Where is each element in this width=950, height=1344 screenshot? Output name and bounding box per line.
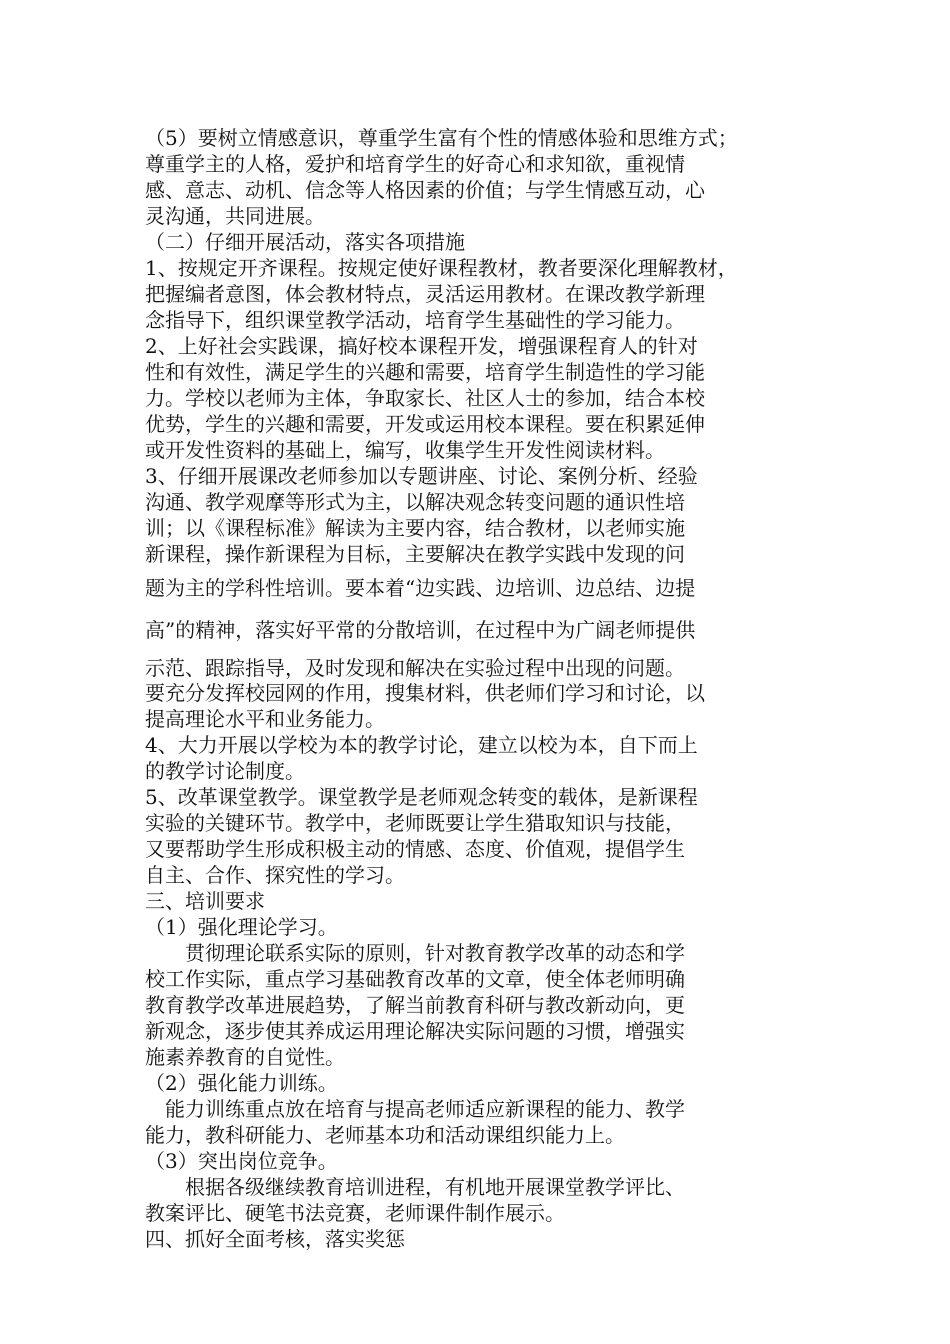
text-line: 沟通、教学观摩等形式为主，以解决观念转变问题的通识性培 <box>145 490 685 514</box>
text-line: 能力，教科研能力、老师基本功和活动课组织能力上。 <box>145 1123 625 1147</box>
text-line: 题为主的学科性培训。要本着“边实践、边培训、边总结、边提 <box>145 576 696 600</box>
section-heading: 三、培训要求 <box>145 889 265 913</box>
text-line: 实验的关键环节。教学中，老师既要让学生猎取知识与技能， <box>145 811 685 835</box>
text-line: 又要帮助学生形成积极主动的情感、态度、价值观，提倡学生 <box>145 837 685 861</box>
text-line: 灵沟通，共同进展。 <box>145 204 325 228</box>
text-line: 3、仔细开展课改老师参加以专题讲座、讨论、案例分析、经验 <box>145 464 698 488</box>
text-line: 能力训练重点放在培育与提高老师适应新课程的能力、教学 <box>145 1097 685 1121</box>
text-line: 或开发性资料的基础上，编写，收集学生开发性阅读材料。 <box>145 438 665 462</box>
section-heading: 四、抓好全面考核，落实奖惩 <box>145 1227 405 1251</box>
text-line: 把握编者意图，体会教材特点，灵活运用教材。在课改教学新理 <box>145 282 705 306</box>
subsection-heading: （3）突出岗位竞争。 <box>145 1149 338 1173</box>
text-line: 力。学校以老师为主体，争取家长、社区人士的参加，结合本校 <box>145 386 705 410</box>
text-line: 感、意志、动机、信念等人格因素的价值；与学生情感互动，心 <box>145 178 705 202</box>
text-line: 教育教学改革进展趋势，了解当前教育科研与教改新动向，更 <box>145 993 685 1017</box>
text-line: 自主、合作、探究性的学习。 <box>145 863 405 887</box>
text-line: 校工作实际，重点学习基础教育改革的文章，使全体老师明确 <box>145 967 685 991</box>
subsection-heading: （2）强化能力训练。 <box>145 1071 338 1095</box>
text-line: 2、上好社会实践课，搞好校本课程开发，增强课程育人的针对 <box>145 334 698 358</box>
text-line: 新课程，操作新课程为目标，主要解决在教学实践中发现的问 <box>145 542 685 566</box>
section-heading: （二）仔细开展活动，落实各项措施 <box>145 230 465 254</box>
text-line: 性和有效性，满足学生的兴趣和需要，培育学生制造性的学习能 <box>145 360 705 384</box>
text-line: 要充分发挥校园网的作用，搜集材料，供老师们学习和讨论，以 <box>145 681 705 705</box>
text-line: （5）要树立情感意识，尊重学生富有个性的情感体验和思维方式； <box>145 126 738 150</box>
text-line: 训；以《课程标准》解读为主要内容，结合教材，以老师实施 <box>145 516 685 540</box>
text-line: 的教学讨论制度。 <box>145 759 305 783</box>
text-line: 5、改革课堂教学。课堂教学是老师观念转变的载体，是新课程 <box>145 785 698 809</box>
text-line: 贯彻理论联系实际的原则，针对教育教学改革的动态和学 <box>145 941 685 965</box>
text-line: 新观念，逐步使其养成运用理论解决实际问题的习惯，增强实 <box>145 1019 685 1043</box>
text-line: 施素养教育的自觉性。 <box>145 1045 345 1069</box>
text-line: 优势，学生的兴趣和需要，开发或运用校本课程。要在积累延伸 <box>145 412 705 436</box>
text-line: 教案评比、硬笔书法竞赛，老师课件制作展示。 <box>145 1201 565 1225</box>
text-line: 念指导下，组织课堂教学活动，培育学生基础性的学习能力。 <box>145 308 685 332</box>
subsection-heading: （1）强化理论学习。 <box>145 915 338 939</box>
text-line: 提高理论水平和业务能力。 <box>145 707 385 731</box>
text-line: 1、按规定开齐课程。按规定使好课程教材，教者要深化理解教材， <box>145 256 738 280</box>
text-line: 尊重学主的人格，爱护和培育学生的好奇心和求知欲，重视情 <box>145 152 685 176</box>
text-line: 高”的精神，落实好平常的分散培训，在过程中为广阔老师提供 <box>145 618 696 642</box>
text-line: 示范、跟踪指导，及时发现和解决在实验过程中出现的问题。 <box>145 656 685 680</box>
text-line: 4、大力开展以学校为本的教学讨论，建立以校为本，自下而上 <box>145 733 698 757</box>
text-line: 根据各级继续教育培训进程，有机地开展课堂教学评比、 <box>145 1175 685 1199</box>
